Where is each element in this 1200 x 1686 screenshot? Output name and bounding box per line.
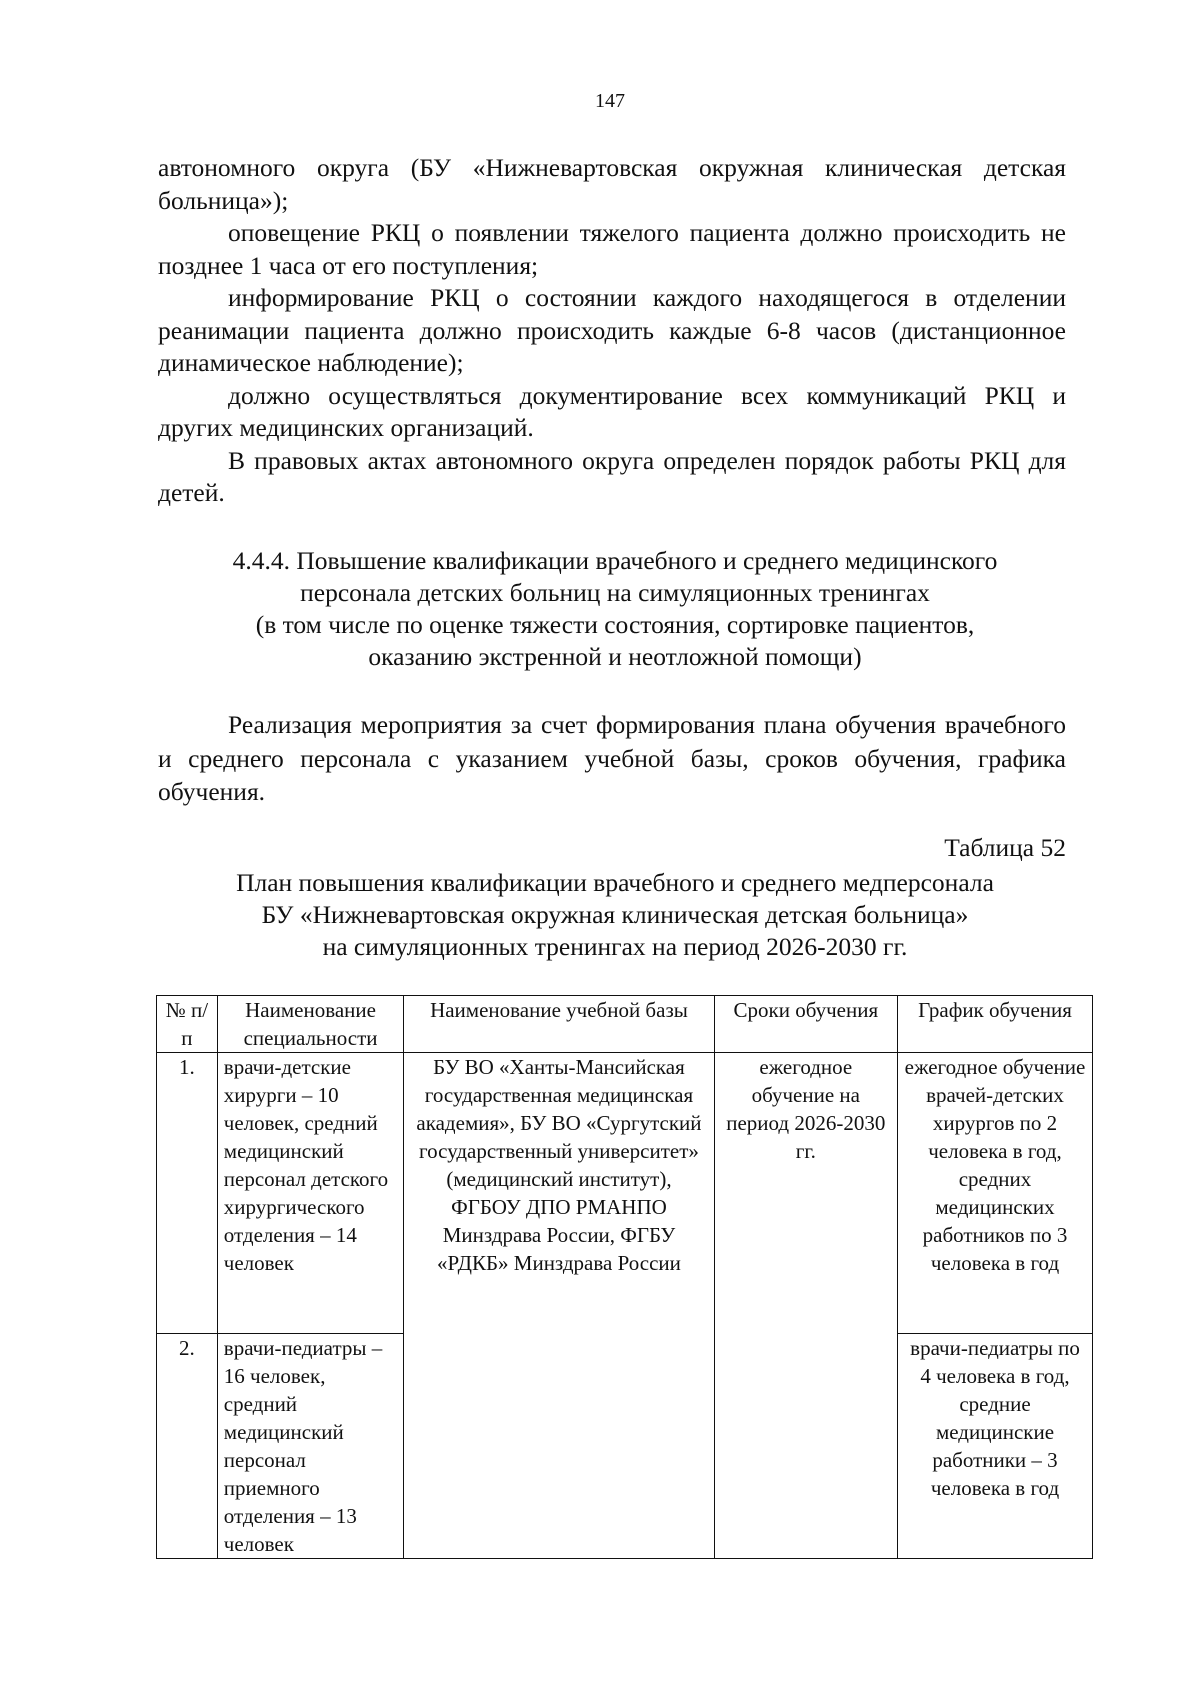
table-caption-line: План повышения квалификации врачебного и среднего медперсонала [236, 868, 994, 897]
row-schedule: ежегодное обучение врачей-детских хирургов по 2 человека в год, средних медицинских работников по 3 человека в год [898, 1053, 1093, 1334]
paragraph-informing: информирование РКЦ о состоянии каждого находящегося в отделении реанимации пациента должно происходить каждые 6-8 часов (дистанционное динамическое наблюдение); [158, 283, 1066, 377]
header-base: Наименование учебной базы [404, 996, 714, 1053]
training-plan-table [156, 995, 1093, 1559]
section-heading-line: персонала детских больниц на симуляционных тренингах [300, 578, 930, 607]
section-heading [150, 545, 1080, 673]
section-heading-line: оказанию экстренной и неотложной помощи) [368, 642, 862, 671]
body-text-top [158, 152, 1066, 510]
row-schedule: врачи-педиатры по 4 человека в год, средние медицинские работники – 3 человека в год [898, 1334, 1093, 1559]
table-row [157, 1053, 1093, 1334]
paragraph-legal-acts: В правовых актах автономного округа определен порядок работы РКЦ для детей. [158, 445, 1066, 507]
table-caption-line: на симуляционных тренингах на период 2026-2030 гг. [322, 932, 908, 961]
header-terms: Сроки обучения [714, 996, 897, 1053]
row-specialty: врачи-педиатры – 16 человек, средний медицинский персонал приемного отделения – 13 человек [217, 1334, 404, 1559]
paragraph-continuation: автономного округа (БУ «Нижневартовская окружная клиническая детская больница»); [158, 153, 1066, 215]
header-num: № п/п [157, 996, 218, 1053]
row-number: 2. [157, 1334, 218, 1559]
table-caption-line: БУ «Нижневартовская окружная клиническая детская больница» [261, 900, 969, 929]
header-specialty: Наименование специальности [217, 996, 404, 1053]
header-schedule: График обучения [898, 996, 1093, 1053]
row-specialty: врачи-детские хирурги – 10 человек, средний медицинский персонал детского хирургического отделения – 14 человек [217, 1053, 404, 1334]
section-heading-line: 4.4.4. Повышение квалификации врачебного и среднего медицинского [232, 546, 998, 575]
table-caption [150, 867, 1080, 963]
section-heading-line: (в том числе по оценке тяжести состояния, сортировке пациентов, [255, 610, 975, 639]
realization-text-block [158, 708, 1066, 809]
table-header-row [157, 996, 1093, 1053]
row-number: 1. [157, 1053, 218, 1334]
paragraph-realization: Реализация мероприятия за счет формирования плана обучения врачебного и среднего персонала с указанием учебной базы, сроков обучения, графика обучения. [158, 710, 1066, 806]
page-number: 147 [595, 90, 625, 112]
paragraph-documenting: должно осуществляться документирование всех коммуникаций РКЦ и других медицинских организаций. [158, 380, 1066, 442]
training-base-cell: БУ ВО «Ханты-Мансийская государственная медицинская академия», БУ ВО «Сургутский государственный университет» (медицинский институт), ФГБОУ ДПО РМАНПО Минздрава России, ФГБУ «РДКБ» Минздрава России [404, 1053, 714, 1559]
table-number: Таблица 52 [944, 833, 1066, 862]
paragraph-notification: оповещение РКЦ о появлении тяжелого пациента должно происходить не позднее 1 часа от его поступления; [158, 218, 1066, 280]
training-terms-cell: ежегодное обучение на период 2026-2030 гг. [714, 1053, 897, 1559]
